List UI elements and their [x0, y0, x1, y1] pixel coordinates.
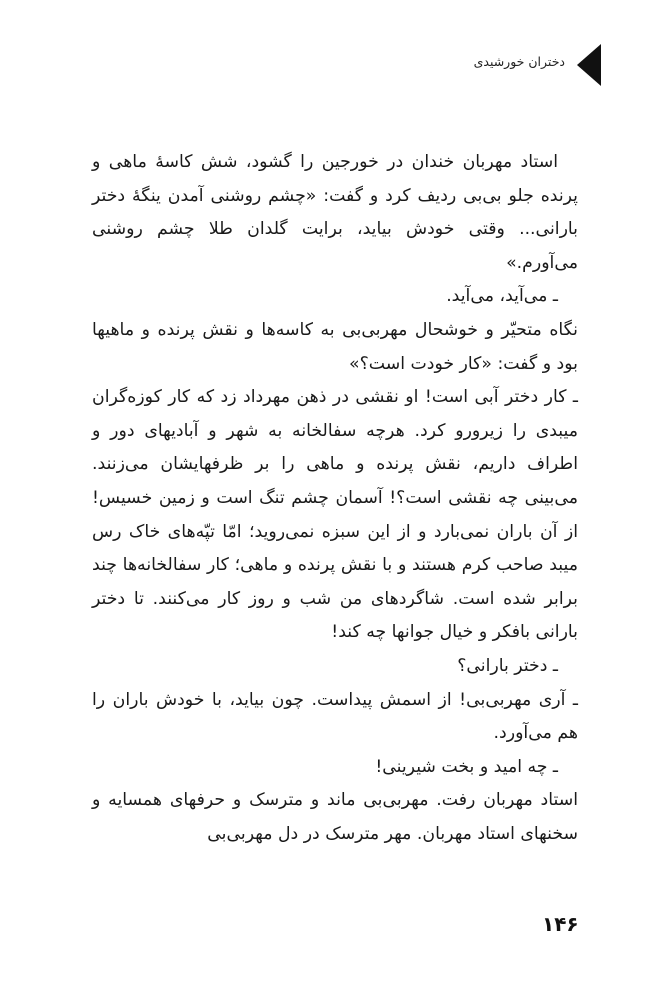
paragraph: نگاه متحیّر و خوشحال مهربی‌بی به کاسه‌ها و نقش پرنده و ماهیها بود و گفت: «کار خودت است؟» [92, 319, 578, 374]
paragraph: استاد مهربان رفت. مهربی‌بی ماند و مترسک و حرفهای همسایه و سخنهای استاد مهربان. مهر مترسک در دل مهربی‌بی [92, 790, 578, 844]
triangle-pointer-icon [577, 44, 601, 86]
paragraph: ـ کار دختر آبی است! او نقشی در ذهن مهرداد زد که کار کوزه‌گران میبدی را زیرورو کرد. هرچه سفالخانه به شهر و آبادیهای دور و اطراف داریم، نقش پرنده و ماهی را بر ظرفهایشان می‌زنند. می‌بینی چه نقشی است؟! آسمان چشم تنگ است و زمین خسیس! از آن باران نمی‌بارد و از این سبزه نمی‌روید؛ امّا تپّه‌های خاک رس میبد صاحب کرم هستند و با نقش پرنده و ماهی؛ کار سفالخانه‌ها چند برابر شده است. شاگردهای من شب و روز کار می‌کنند. تا دختر بارانی بافکر و خیال جوانها چه کند! [92, 387, 578, 643]
page-number: ۱۴۶ [542, 912, 579, 936]
running-header [0, 44, 663, 90]
paragraph: ـ دختر بارانی؟ [457, 655, 558, 676]
paragraph: ـ چه امید و بخت شیرینی! [375, 756, 558, 777]
paragraph: استاد مهربان خندان در خورجین را گشود، شش کاسۀ ماهی و پرنده جلو بی‌بی ردیف کرد و گفت: «چشم روشنی آمدن ینگۀ دختر بارانی... وقتی خودش بیاید، برایت گلدان طلا چشم روشنی می‌آورم.» [92, 152, 578, 273]
paragraph: ـ می‌آید، می‌آید. [446, 286, 558, 307]
page-body [92, 146, 578, 851]
paragraph: ـ آری مهربی‌بی! از اسمش پیداست. چون بیاید، با خودش باران را هم می‌آورد. [92, 689, 578, 744]
running-header-title: دختران خورشیدی [473, 54, 565, 69]
